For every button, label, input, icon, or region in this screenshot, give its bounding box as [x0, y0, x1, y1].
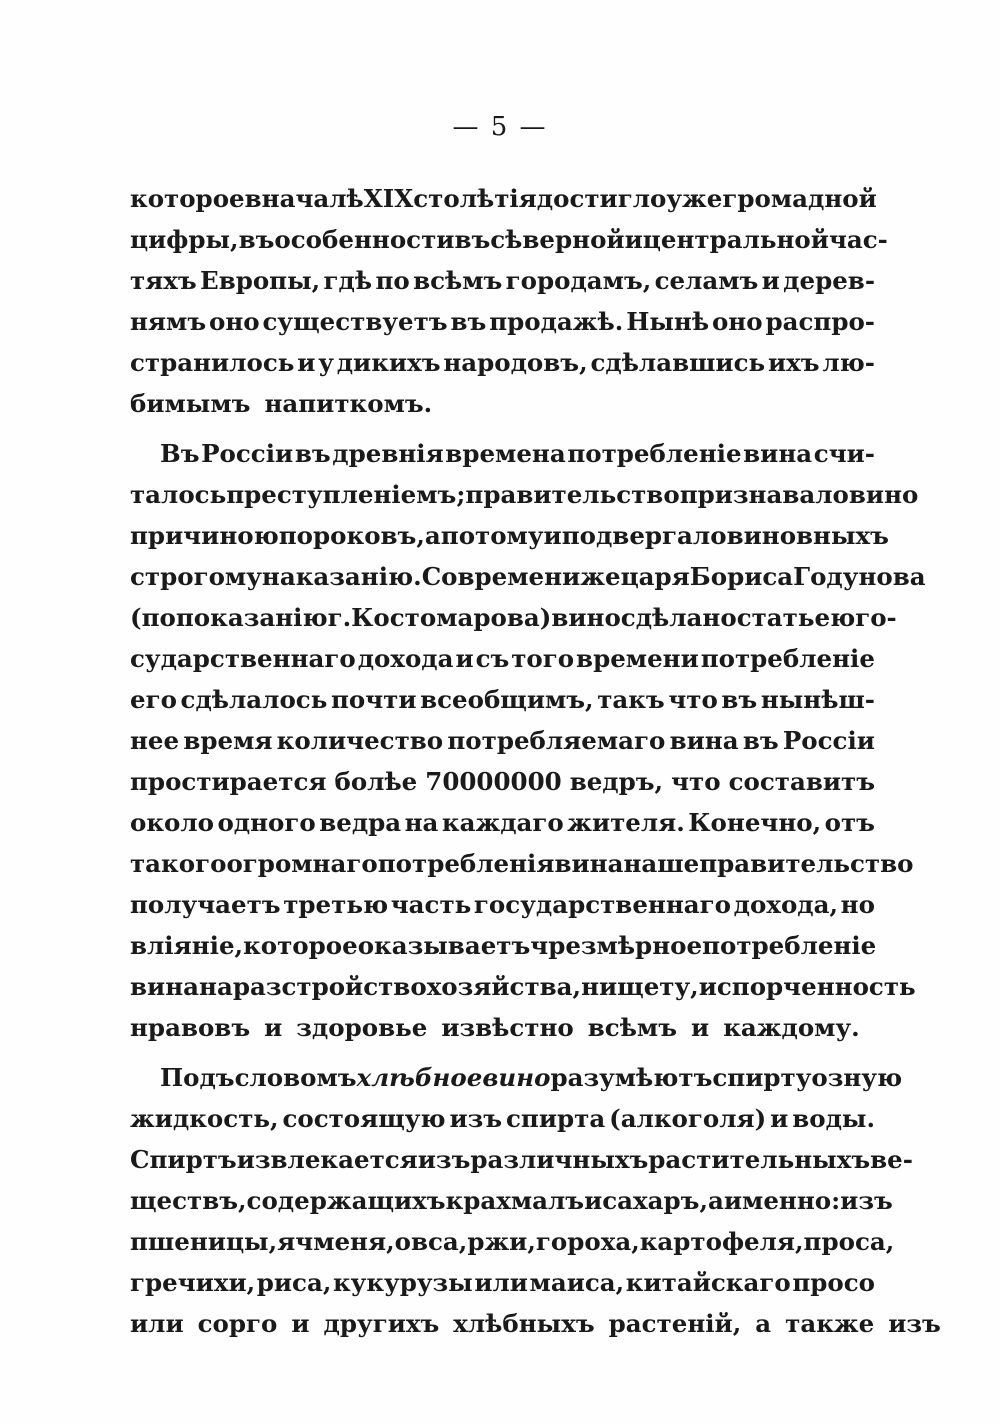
- text-line: около одного ведра на каждаго жителя. Конечно, отъ: [130, 808, 875, 837]
- text-line: (по показанію г. Костомарова) вино сдѣлано статьею го-: [130, 603, 897, 632]
- text-line: Въ Россіи въ древнія времена потребленіе вина счи-: [160, 439, 875, 468]
- paragraph: [130, 1057, 941, 1344]
- text-line: гречихи, риса, кукурузы или маиса, китайскаго просо: [130, 1268, 875, 1297]
- text-line: Подъ словомъ хлѣбное вино разумѣютъ спиртуозную: [160, 1063, 903, 1092]
- text-line: простирается болѣе 70000000 ведръ, что составитъ: [130, 767, 875, 796]
- text-line: вліяніе, которое оказываетъ чрезмѣрное потребленіе: [130, 931, 877, 960]
- text-line: нямъ оно существуетъ въ продажѣ. Нынѣ оно распро-: [130, 307, 875, 336]
- text-line: его сдѣлалось почти всеобщимъ, такъ что въ нынѣш-: [130, 685, 875, 714]
- text-line: которое вначалѣ XIX столѣтія достигло уже громадной: [130, 184, 877, 213]
- text-line: сударственнаго дохода и съ того времени потребленіе: [130, 644, 875, 673]
- text-line: бимымъ напиткомъ.: [130, 389, 433, 418]
- text-line: пшеницы, ячменя, овса, ржи, гороха, картофеля, проса,: [130, 1227, 895, 1256]
- body-text: [130, 178, 941, 1344]
- text-line: вина на разстройство хозяйства, нищету, испорченность: [130, 972, 916, 1001]
- text-line: талось преступленіемъ; правительство признавало вино: [130, 480, 919, 509]
- text-line: нравовъ и здоровье извѣстно всѣмъ и каждому.: [130, 1013, 860, 1042]
- text-line: строгому наказанію. Со времени же царя Бориса Годунова: [130, 562, 926, 591]
- page-number: — 5 —: [452, 112, 548, 142]
- text-line: цифры, въ особенности въ сѣверной и центральной час-: [130, 225, 888, 254]
- text-line: или сорго и другихъ хлѣбныхъ растеній, а также изъ: [130, 1309, 941, 1338]
- paragraph: [130, 433, 926, 1048]
- text-line: причиною пороковъ, а потому и подвергало виновныхъ: [130, 521, 889, 550]
- text-line: тяхъ Европы, гдѣ по всѣмъ городамъ, селамъ и дерев-: [130, 266, 875, 295]
- text-line: странилось и у дикихъ народовъ, сдѣлавшись ихъ лю-: [130, 348, 875, 377]
- paragraph: [130, 178, 888, 424]
- text-line: такого огромнаго потребленія вина наше правительство: [130, 849, 914, 878]
- text-line: жидкость, состоящую изъ спирта (алкоголя) и воды.: [130, 1104, 875, 1133]
- text-line: получаетъ третью часть государственнаго дохода, но: [130, 890, 875, 919]
- text-line: Спиртъ извлекается изъ различныхъ растительныхъ ве-: [130, 1145, 913, 1174]
- text-line: нее время количество потребляемаго вина въ Россіи: [130, 726, 875, 755]
- text-line: ществъ, содержащихъ крахмалъ и сахаръ, а именно: изъ: [130, 1186, 893, 1215]
